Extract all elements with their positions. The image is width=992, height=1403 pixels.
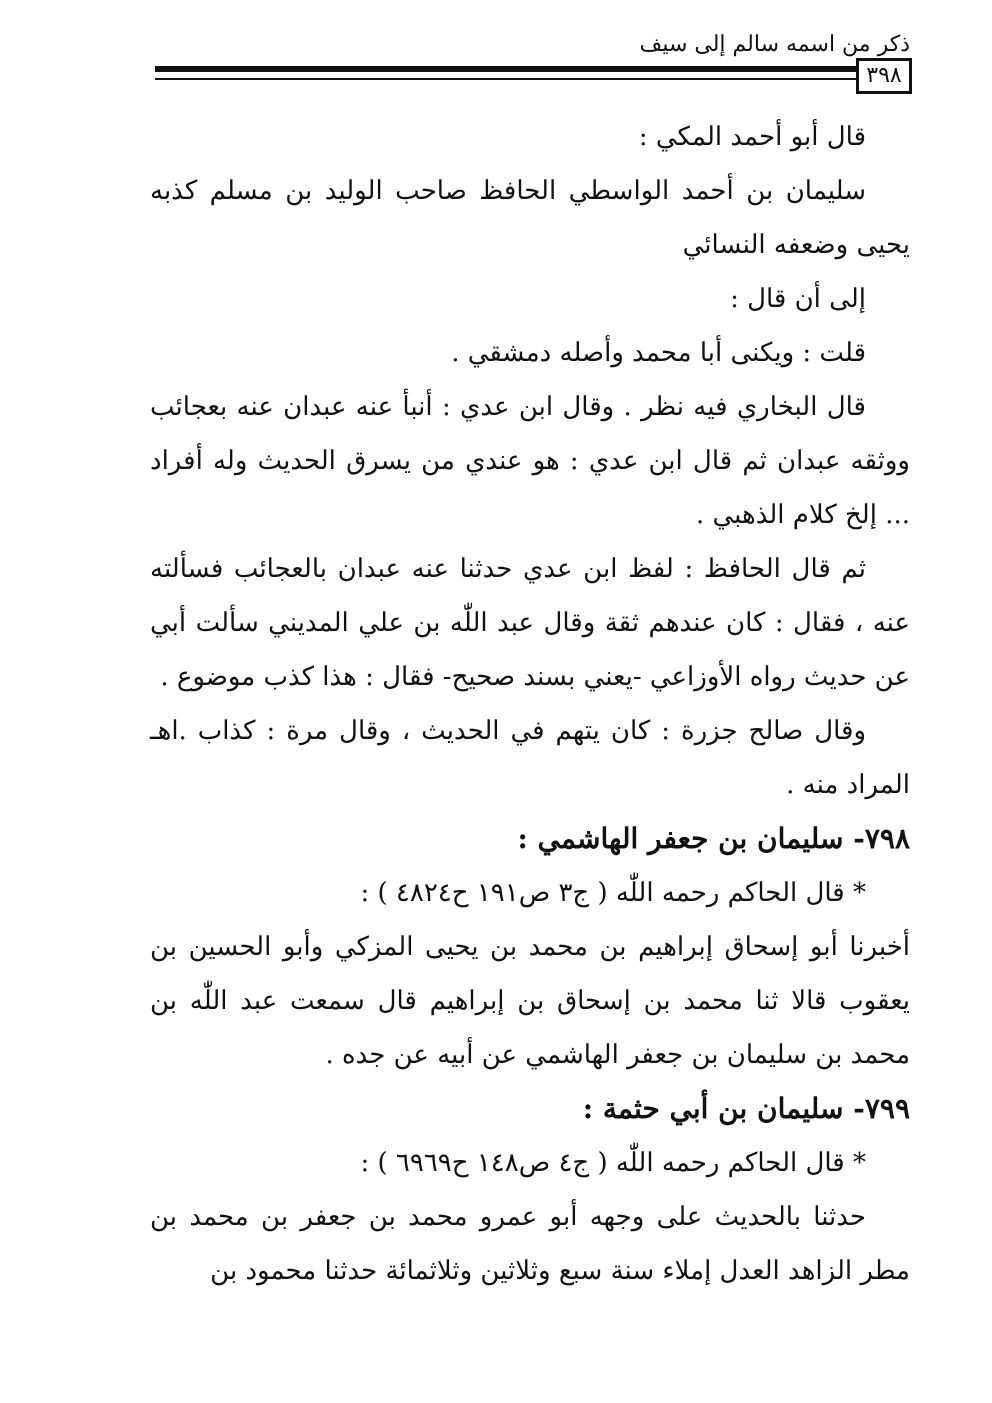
paragraph-4: قلت : ويكنى أبا محمد وأصله دمشقي .: [451, 338, 866, 368]
paragraph-7: وقال صالح جزرة : كان يتهم في الحديث ، وقال مرة : كذاب .اهـ المراد منه .: [150, 716, 910, 800]
header-rule-thick: [155, 66, 856, 72]
page-number: ٣٩٨: [856, 58, 912, 94]
running-title: ذكر من اسمه سالم إلى سيف: [639, 32, 910, 57]
paragraph-2: سليمان بن أحمد الواسطي الحافظ صاحب الوليد بن مسلم كذبه يحيى وضعفه النسائي: [150, 176, 910, 260]
entry-heading-799: ٧٩٩- سليمان بن أبي حثمة :: [582, 1092, 910, 1125]
header-rule-thin: [155, 78, 856, 80]
paragraph-5: قال البخاري فيه نظر . وقال ابن عدي : أنبأ عنه عبدان عنه بعجائب ووثقه عبدان ثم قال ابن عدي : هو عندي من يسرق الحديث وله أفراد ... إلخ كلام الذهبي .: [150, 392, 910, 530]
source-citation-799: * قال الحاكم رحمه اللّٰه ( ج٤ ص١٤٨ ح٦٩٦٩ ) :: [360, 1148, 866, 1178]
page-body: [150, 110, 910, 1298]
entry-heading-798: ٧٩٨- سليمان بن جعفر الهاشمي :: [517, 822, 910, 855]
source-citation-798: * قال الحاكم رحمه اللّٰه ( ج٣ ص١٩١ ح٤٨٢٤ ) :: [360, 878, 866, 908]
paragraph-9: أخبرنا أبو إسحاق إبراهيم بن محمد بن يحيى المزكي وأبو الحسين بن يعقوب قالا ثنا محمد بن إسحاق بن إبراهيم قال سمعت عبد اللّٰه بن محمد بن سليمان بن جعفر الهاشمي عن أبيه عن جده .: [150, 932, 910, 1070]
paragraph-1: قال أبو أحمد المكي :: [638, 122, 866, 152]
paragraph-11: حدثنا بالحديث على وجهه أبو عمرو محمد بن جعفر بن محمد بن مطر الزاهد العدل إملاء سنة سبع وثلاثين وثلاثمائة حدثنا محمود بن: [150, 1202, 910, 1286]
paragraph-3: إلى أن قال :: [730, 284, 866, 314]
paragraph-6: ثم قال الحافظ : لفظ ابن عدي حدثنا عنه عبدان بالعجائب فسألته عنه ، فقال : كان عندهم ثقة وقال عبد اللّٰه بن علي المديني سألت أبي عن حديث رواه الأوزاعي -يعني بسند صحيح- فقال : هذا كذب موضوع .: [150, 554, 910, 692]
